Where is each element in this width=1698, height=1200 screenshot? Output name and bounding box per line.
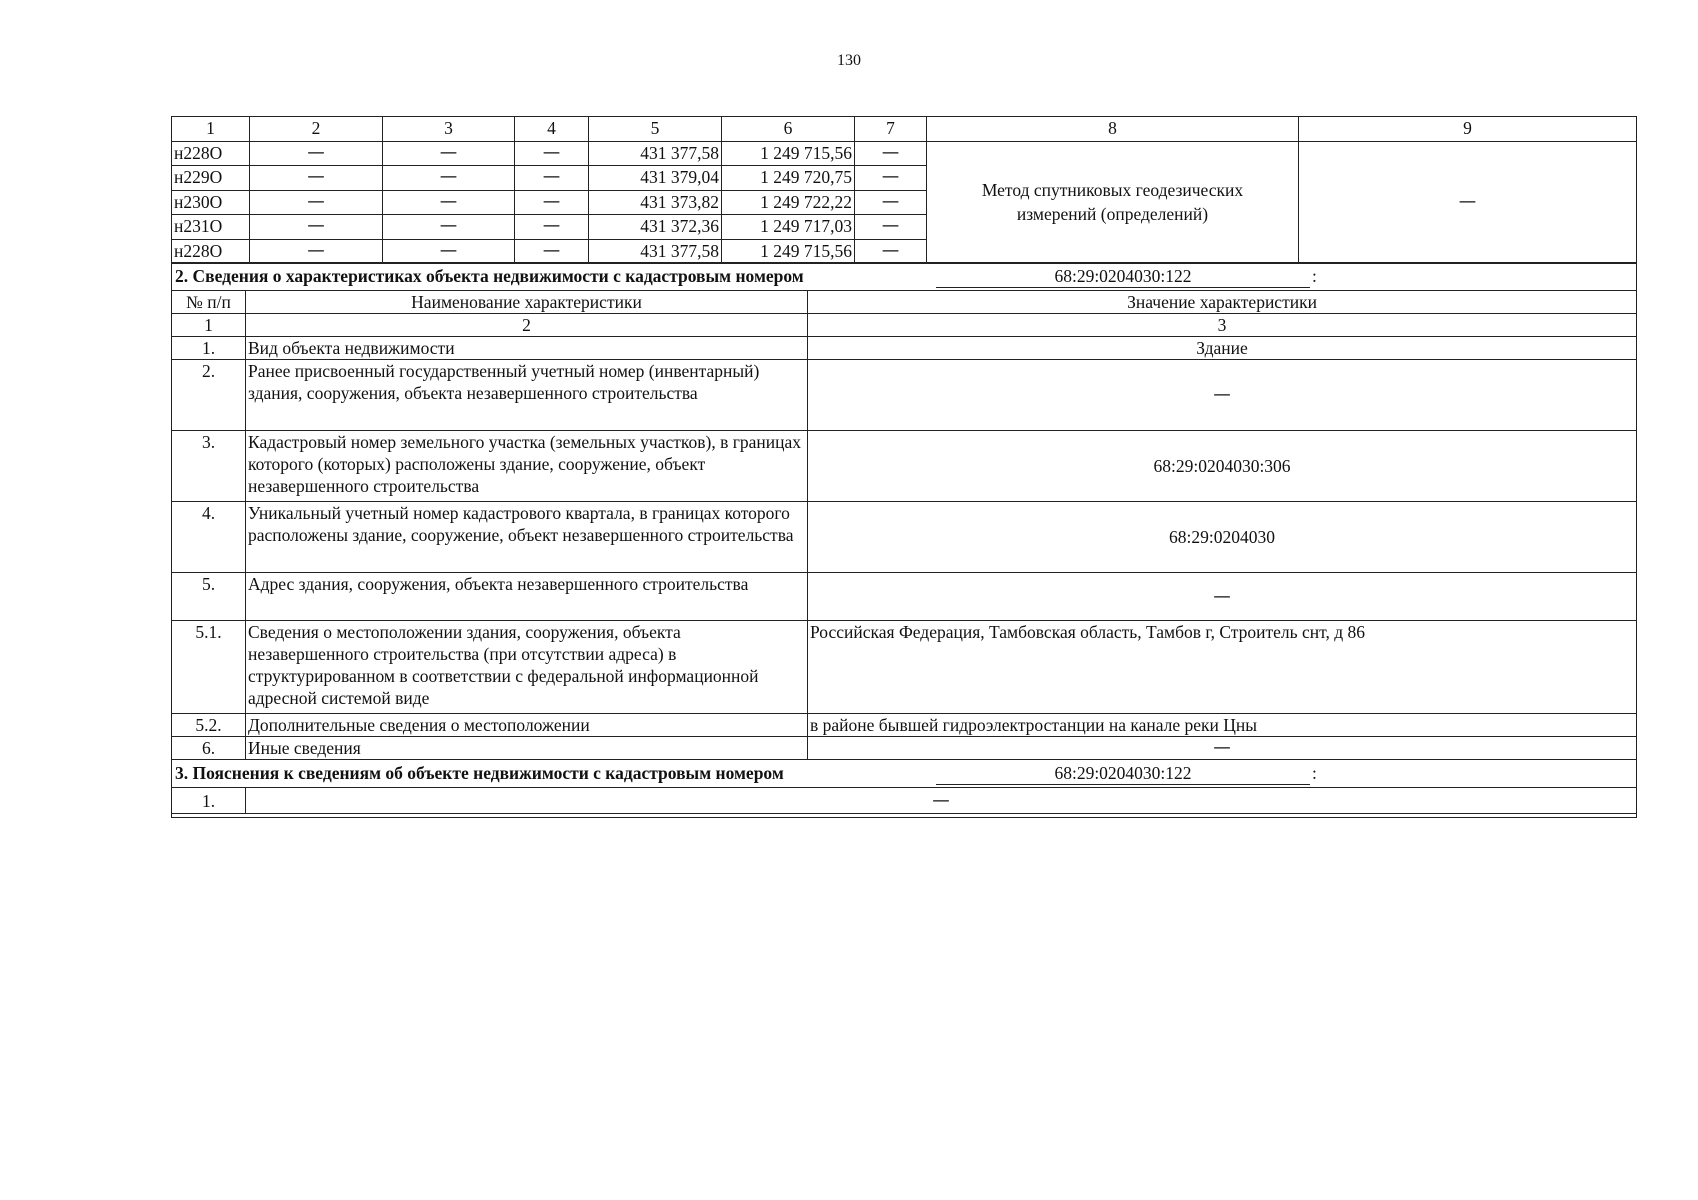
coord-x: 431 373,82 (589, 190, 722, 215)
row-number: 2. (172, 360, 246, 431)
characteristics-table (171, 262, 1637, 818)
section2-title: 2. Сведения о характеристиках объекта недвижимости с кадастровым номером (175, 266, 804, 286)
row-number: 3. (172, 431, 246, 502)
cell: — (515, 215, 589, 240)
row-number: 5.2. (172, 714, 246, 737)
header-cell: 4 (515, 117, 589, 142)
header-cell: 8 (927, 117, 1299, 142)
table-bottom-rule (172, 814, 1637, 818)
coord-y: 1 249 722,22 (722, 190, 855, 215)
characteristic-value: 68:29:0204030 (808, 502, 1637, 573)
characteristic-name: Адрес здания, сооружения, объекта незавершенного строительства (246, 573, 808, 621)
header-cell: 6 (722, 117, 855, 142)
cell: — (250, 190, 383, 215)
section3-title-cell (172, 760, 1637, 788)
point-id: н229О (172, 166, 250, 191)
coordinates-table (171, 116, 1637, 264)
table-row (172, 431, 1637, 502)
cell: — (855, 239, 927, 264)
numbering-cell: 3 (808, 314, 1637, 337)
cell: — (383, 141, 515, 166)
characteristic-name: Ранее присвоенный государственный учетный номер (инвентарный) здания, сооружения, объекта незавершенного строительства (246, 360, 808, 431)
coord-y: 1 249 720,75 (722, 166, 855, 191)
cell: — (855, 190, 927, 215)
numbering-cell: 1 (172, 314, 246, 337)
coord-y: 1 249 717,03 (722, 215, 855, 240)
cell: — (515, 239, 589, 264)
characteristic-value: — (808, 360, 1637, 431)
section3-title-row (172, 760, 1637, 788)
table-row (172, 141, 1637, 166)
section2-title-cell (172, 263, 1637, 291)
characteristic-name: Уникальный учетный номер кадастрового квартала, в границах которого расположены здание, сооружение, объект незавершенного строительства (246, 502, 808, 573)
chars-numbering-row (172, 314, 1637, 337)
chars-header-row (172, 291, 1637, 314)
header-value: Значение характеристики (808, 291, 1637, 314)
header-cell: 5 (589, 117, 722, 142)
cell: — (383, 190, 515, 215)
row-number: 5. (172, 573, 246, 621)
table-row (172, 360, 1637, 431)
section2-colon: : (1312, 266, 1317, 286)
cell: — (515, 166, 589, 191)
section2-cadastral-number: 68:29:0204030:122 (936, 265, 1310, 288)
characteristic-value: 68:29:0204030:306 (808, 431, 1637, 502)
table-row (172, 714, 1637, 737)
table-row (172, 502, 1637, 573)
point-id: н231О (172, 215, 250, 240)
cell: — (383, 215, 515, 240)
cell: — (250, 215, 383, 240)
characteristic-name: Кадастровый номер земельного участка (земельных участков), в границах которого (которых) расположены здание, сооружение, объект незавершенного строительства (246, 431, 808, 502)
coord-y: 1 249 715,56 (722, 239, 855, 264)
numbering-cell: 2 (246, 314, 808, 337)
header-cell: 2 (250, 117, 383, 142)
table-row (172, 573, 1637, 621)
coord-x: 431 377,58 (589, 141, 722, 166)
characteristic-name: Сведения о местоположении здания, сооружения, объекта незавершенного строительства (при отсутствии адреса) в структурированном в соответствии с федеральной информационной адресной системой виде (246, 621, 808, 714)
page-number: 130 (837, 52, 861, 69)
table-row (172, 788, 1637, 814)
row-number: 1. (172, 337, 246, 360)
row-number: 1. (172, 788, 246, 814)
characteristic-value: в районе бывшей гидроэлектростанции на канале реки Цны (808, 714, 1637, 737)
point-id: н228О (172, 141, 250, 166)
section2-title-row (172, 263, 1637, 291)
point-id: н228О (172, 239, 250, 264)
cell: — (855, 215, 927, 240)
section3-cadastral-number: 68:29:0204030:122 (936, 762, 1310, 785)
cell: — (383, 166, 515, 191)
cell: — (515, 190, 589, 215)
section3-title: 3. Пояснения к сведениям об объекте недвижимости с кадастровым номером (175, 763, 784, 783)
characteristic-name: Иные сведения (246, 737, 808, 760)
characteristic-name: Дополнительные сведения о местоположении (246, 714, 808, 737)
header-cell: 3 (383, 117, 515, 142)
cell: — (250, 141, 383, 166)
cell: — (383, 239, 515, 264)
method-cell: Метод спутниковых геодезических измерений (определений) (927, 141, 1299, 264)
header-num: № п/п (172, 291, 246, 314)
coord-x: 431 377,58 (589, 239, 722, 264)
characteristic-value: — (808, 737, 1637, 760)
cell: — (515, 141, 589, 166)
section3-colon: : (1312, 763, 1317, 783)
table-row (172, 621, 1637, 714)
coord-x: 431 372,36 (589, 215, 722, 240)
col9-cell: — (1299, 141, 1637, 264)
coord-x: 431 379,04 (589, 166, 722, 191)
row-number: 4. (172, 502, 246, 573)
coords-header-row (172, 117, 1637, 142)
cell: — (855, 141, 927, 166)
cell: — (250, 166, 383, 191)
coord-y: 1 249 715,56 (722, 141, 855, 166)
table-end-row (172, 814, 1637, 818)
table-row (172, 337, 1637, 360)
cell: — (855, 166, 927, 191)
characteristic-value: Российская Федерация, Тамбовская область, Тамбов г, Строитель снт, д 86 (808, 621, 1637, 714)
header-name: Наименование характеристики (246, 291, 808, 314)
characteristic-value: Здание (808, 337, 1637, 360)
cell: — (250, 239, 383, 264)
header-cell: 1 (172, 117, 250, 142)
point-id: н230О (172, 190, 250, 215)
header-cell: 9 (1299, 117, 1637, 142)
header-cell: 7 (855, 117, 927, 142)
explanation-value: — (246, 788, 1637, 814)
characteristic-name: Вид объекта недвижимости (246, 337, 808, 360)
characteristic-value: — (808, 573, 1637, 621)
row-number: 6. (172, 737, 246, 760)
table-row (172, 737, 1637, 760)
row-number: 5.1. (172, 621, 246, 714)
